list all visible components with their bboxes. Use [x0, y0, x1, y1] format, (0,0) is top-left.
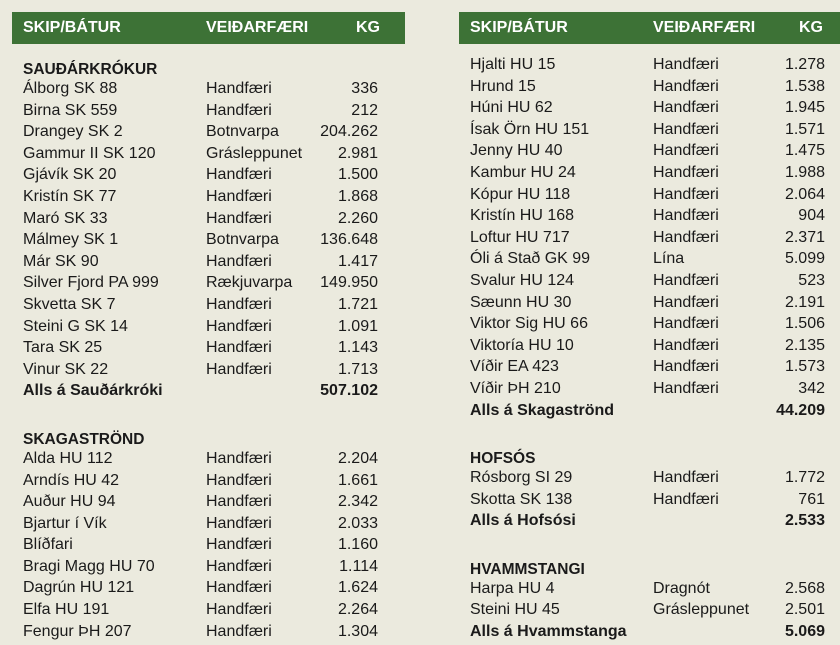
total-label: Alls á Sauðárkróki [23, 382, 163, 400]
gear-type: Handfæri [653, 56, 719, 73]
boat-name: Málmey SK 1 [23, 231, 119, 249]
table-row [459, 489, 840, 511]
table-row [459, 140, 840, 162]
section-title: SAUÐÁRKRÓKUR [23, 61, 158, 78]
gear-type: Handfæri [653, 185, 719, 203]
gear-type: Botnvarpa [206, 123, 279, 141]
boat-name: Óli á Stað GK 99 [470, 250, 591, 268]
gear-type: Dragnót [653, 579, 710, 597]
catch-kg: 1.772 [784, 469, 825, 487]
section-title: HOFSÓS [470, 450, 536, 468]
boat-name: Steini G SK 14 [23, 317, 128, 335]
table-header [459, 12, 840, 44]
header-gear: VEIÐARFÆRI [653, 19, 756, 36]
boat-name: Kristín SK 77 [23, 187, 117, 205]
table-row [459, 378, 840, 400]
table-row [459, 335, 840, 357]
section-spacer [459, 421, 840, 443]
table-row [12, 272, 405, 294]
gear-type: Rækjuvarpa [206, 274, 293, 292]
total-kg: 44.209 [776, 401, 825, 419]
gear-type: Handfæri [206, 80, 272, 97]
total-label: Alls á Hvammstanga [470, 623, 627, 641]
boat-name: Kambur HU 24 [470, 163, 576, 181]
table-row [459, 184, 840, 206]
boat-name: Steini HU 45 [470, 601, 560, 619]
table-row [12, 599, 405, 621]
boat-name: Arndís HU 42 [23, 471, 120, 489]
boat-name: Víðir EA 423 [470, 358, 559, 376]
table-row [12, 534, 405, 556]
table-row [459, 313, 840, 335]
section-title: SKAGASTRÖND [23, 430, 145, 448]
catch-kg: 2.371 [784, 228, 825, 246]
catch-kg: 2.981 [337, 144, 378, 162]
catch-kg: 1.114 [339, 557, 378, 575]
left-table [12, 12, 405, 642]
table-row [12, 621, 405, 643]
boat-name: Sæunn HU 30 [470, 293, 572, 311]
catch-kg: 1.143 [337, 339, 378, 357]
catch-kg: 1.571 [784, 120, 825, 138]
table-row [12, 251, 405, 273]
catch-kg: 1.945 [784, 99, 825, 117]
table-row [12, 121, 405, 143]
total-label: Alls á Skagaströnd [470, 401, 615, 419]
gear-type: Handfæri [206, 579, 272, 597]
gear-type: Handfæri [206, 187, 272, 205]
boat-name: Fengur ÞH 207 [23, 622, 132, 640]
gear-type: Handfæri [653, 207, 719, 225]
table-row [459, 578, 840, 600]
table-row [12, 164, 405, 186]
catch-kg: 342 [798, 379, 825, 397]
boat-name: Elfa HU 191 [23, 601, 110, 619]
table-row [459, 227, 840, 249]
gear-type: Handfæri [653, 293, 719, 311]
boat-name: Kópur HU 118 [470, 185, 571, 203]
boat-name: Rósborg SI 29 [470, 469, 573, 487]
table-row [12, 229, 405, 251]
boat-name: Birna SK 559 [23, 101, 118, 119]
catch-kg: 1.160 [337, 536, 378, 554]
catch-kg: 2.204 [337, 449, 378, 467]
boat-name: Húni HU 62 [470, 99, 553, 117]
boat-name: Viktor Sig HU 66 [470, 315, 588, 333]
table-row [12, 316, 405, 338]
gear-type: Handfæri [206, 295, 272, 313]
gear-type: Handfæri [206, 536, 272, 554]
gear-type: Handfæri [206, 493, 272, 511]
boat-name: Viktoría HU 10 [470, 336, 574, 354]
total-row [12, 380, 405, 402]
gear-type: Handfæri [653, 336, 719, 354]
gear-type: Handfæri [206, 252, 272, 270]
boat-name: Maró SK 33 [23, 209, 108, 227]
boat-name: Tara SK 25 [23, 339, 103, 357]
table-row [12, 491, 405, 513]
table-row [12, 359, 405, 381]
boat-name: Bjartur í Vík [23, 514, 107, 532]
gear-type: Handfæri [206, 449, 272, 467]
gear-type: Handfæri [206, 209, 272, 227]
total-row [459, 510, 840, 532]
catch-kg: 2.264 [337, 601, 378, 619]
catch-kg: 1.506 [784, 315, 825, 333]
gear-type: Handfæri [206, 471, 272, 489]
total-kg: 2.533 [784, 512, 825, 530]
boat-name: Kristín HU 168 [470, 207, 575, 225]
total-kg: 5.069 [784, 623, 825, 641]
gear-type: Grásleppunet [653, 601, 750, 619]
gear-type: Handfæri [653, 99, 719, 117]
total-label: Alls á Hofsósi [470, 512, 576, 530]
boat-name: Blíðfari [23, 536, 73, 554]
gear-type: Handfæri [206, 166, 272, 184]
gear-type: Handfæri [206, 360, 272, 378]
header-gear: VEIÐARFÆRI [206, 19, 309, 36]
right-table [459, 12, 840, 643]
gear-type: Handfæri [206, 557, 272, 575]
table-row [12, 294, 405, 316]
table-row [459, 54, 840, 76]
boat-name: Ísak Örn HU 151 [470, 120, 590, 138]
catch-kg: 2.568 [784, 579, 825, 597]
catch-kg: 1.573 [784, 358, 825, 376]
table-row [459, 270, 840, 292]
gear-type: Handfæri [653, 469, 719, 487]
gear-type: Handfæri [206, 339, 272, 357]
table-body [459, 44, 840, 643]
catch-kg: 1.500 [337, 166, 378, 184]
gear-type: Handfæri [206, 317, 272, 335]
table-row [12, 448, 405, 470]
table-row [459, 119, 840, 141]
catch-kg: 5.099 [784, 250, 825, 268]
catch-kg: 1.304 [337, 622, 378, 640]
table-row [12, 556, 405, 578]
table-row [459, 205, 840, 227]
gear-type: Handfæri [653, 490, 719, 508]
gear-type: Handfæri [653, 315, 719, 333]
boat-name: Bragi Magg HU 70 [23, 557, 155, 575]
total-row [459, 621, 840, 643]
catch-kg: 1.278 [784, 56, 825, 73]
boat-name: Skvetta SK 7 [23, 295, 116, 313]
section-spacer [459, 532, 840, 554]
table-row [12, 208, 405, 230]
boat-name: Alda HU 112 [23, 449, 113, 467]
catch-kg: 336 [351, 80, 378, 97]
gear-type: Handfæri [206, 601, 272, 619]
table-row [12, 100, 405, 122]
boat-name: Gammur II SK 120 [23, 144, 156, 162]
boat-name: Skotta SK 138 [470, 490, 573, 508]
boat-name: Drangey SK 2 [23, 123, 123, 141]
total-kg: 507.102 [320, 382, 378, 400]
catch-kg: 204.262 [320, 123, 378, 141]
boat-name: Silver Fjord PA 999 [23, 274, 159, 292]
table-row [459, 467, 840, 489]
gear-type: Handfæri [653, 358, 719, 376]
boat-name: Svalur HU 124 [470, 271, 575, 289]
catch-kg: 1.417 [337, 252, 378, 270]
section-title: HVAMMSTANGI [470, 560, 585, 578]
catch-kg: 136.648 [320, 231, 378, 249]
boat-name: Álborg SK 88 [23, 80, 118, 97]
catch-kg: 1.475 [784, 142, 825, 160]
catch-kg: 1.661 [337, 471, 378, 489]
header-kg: KG [356, 19, 380, 36]
gear-type: Handfæri [653, 120, 719, 138]
catch-kg: 2.191 [784, 293, 825, 311]
boat-name: Gjávík SK 20 [23, 166, 117, 184]
boat-name: Harpa HU 4 [470, 579, 555, 597]
header-boat: SKIP/BÁTUR [470, 19, 568, 36]
catch-kg: 761 [798, 490, 825, 508]
table-row [459, 248, 840, 270]
gear-type: Handfæri [653, 271, 719, 289]
catch-kg: 1.868 [337, 187, 378, 205]
gear-type: Handfæri [206, 101, 272, 119]
boat-name: Már SK 90 [23, 252, 99, 270]
catch-kg: 1.624 [337, 579, 378, 597]
gear-type: Grásleppunet [206, 144, 303, 162]
table-row [12, 470, 405, 492]
catch-kg: 904 [798, 207, 825, 225]
table-row [459, 162, 840, 184]
table-row [459, 599, 840, 621]
catch-kg: 2.033 [337, 514, 378, 532]
table-header [12, 12, 405, 44]
boat-name: Vinur SK 22 [23, 360, 109, 378]
catch-kg: 2.501 [784, 601, 825, 619]
gear-type: Handfæri [653, 77, 719, 95]
catch-kg: 1.538 [784, 77, 825, 95]
boat-name: Víðir ÞH 210 [470, 379, 561, 397]
table-row [12, 143, 405, 165]
table-row [12, 337, 405, 359]
gear-type: Handfæri [653, 142, 719, 160]
catch-kg: 212 [351, 101, 378, 119]
table-row [459, 76, 840, 98]
catch-kg: 2.260 [337, 209, 378, 227]
boat-name: Hrund 15 [470, 77, 536, 95]
table-row [12, 78, 405, 100]
header-boat: SKIP/BÁTUR [23, 19, 121, 36]
catch-kg: 1.713 [337, 360, 378, 378]
gear-type: Botnvarpa [206, 231, 279, 249]
table-row [12, 186, 405, 208]
gear-type: Handfæri [206, 514, 272, 532]
table-row [459, 356, 840, 378]
gear-type: Handfæri [653, 228, 719, 246]
table-row [12, 513, 405, 535]
boat-name: Loftur HU 717 [470, 228, 570, 246]
catch-kg: 1.988 [784, 163, 825, 181]
catch-kg: 1.721 [337, 295, 378, 313]
header-kg: KG [799, 19, 823, 36]
table-row [12, 577, 405, 599]
section-spacer [12, 402, 405, 424]
boat-name: Jenny HU 40 [470, 142, 563, 160]
boat-name: Auður HU 94 [23, 493, 116, 511]
catch-kg: 2.064 [784, 185, 825, 203]
boat-name: Hjalti HU 15 [470, 56, 556, 73]
gear-type: Handfæri [653, 379, 719, 397]
table-body [12, 44, 405, 642]
catch-kg: 2.135 [784, 336, 825, 354]
table-row [459, 292, 840, 314]
gear-type: Handfæri [653, 163, 719, 181]
catch-kg: 2.342 [337, 493, 378, 511]
gear-type: Handfæri [206, 622, 272, 640]
boat-name: Dagrún HU 121 [23, 579, 135, 597]
catch-kg: 1.091 [337, 317, 378, 335]
total-row [459, 400, 840, 422]
gear-type: Lína [653, 250, 685, 268]
catch-kg: 149.950 [320, 274, 378, 292]
catch-kg: 523 [798, 271, 825, 289]
table-row [459, 97, 840, 119]
